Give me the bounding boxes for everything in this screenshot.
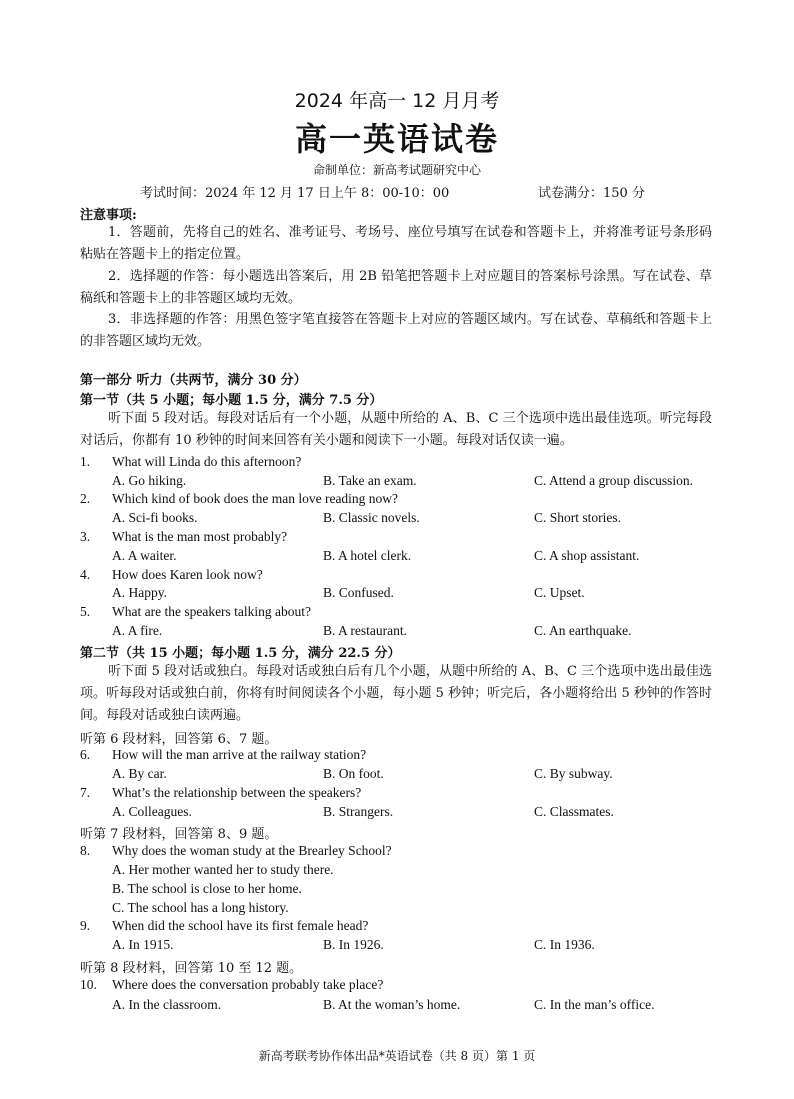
option-a: A. Happy. <box>112 585 167 600</box>
exam-name: 2024 年高一 12 月月考 <box>294 90 500 112</box>
option-a: A. Sci-fi books. <box>112 510 198 525</box>
option-b: B. In 1926. <box>323 937 384 952</box>
option-c: C. Short stories. <box>534 510 622 525</box>
notice-item: 1．答题前，先将自己的姓名、准考证号、考场号、座位号填写在试卷和答题卡上，并将准考证号条形码粘贴在答题卡上的指定位置。 <box>80 225 712 262</box>
option-b: B. The school is close to her home. <box>112 881 302 896</box>
option-a: A. By car. <box>112 766 167 781</box>
section-directions: 听下面 5 段对话或独白。每段对话或独白后有几个小题，从题中所给的 A、B、C 三个选项中选出最佳选项。听每段对话或独白前，你将有时间阅读各个小题，每小题 5 秒钟；听完后，各小题将给出 5 秒钟的作答时间。每段对话或独白读两遍。 <box>80 664 712 723</box>
option-c: C. Classmates. <box>534 804 614 819</box>
material-instruction: 听第 6 段材料，回答第 6、7 题。 <box>80 732 278 747</box>
option-c: C. By subway. <box>534 766 613 781</box>
section-directions: 听下面 5 段对话。每段对话后有一个小题，从题中所给的 A、B、C 三个选项中选出最佳选项。听完每段对话后，你都有 10 秒钟的时间来回答有关小题和阅读下一小题。每段对话仅读一遍。 <box>80 411 712 448</box>
notice-item: 3．非选择题的作答：用黑色签字笔直接答在答题卡上对应的答题区域内。写在试卷、草稿纸和答题卡上的非答题区域均无效。 <box>80 312 712 349</box>
page-footer: 新高考联考协作体出品*英语试卷（共 8 页）第 1 页 <box>258 1049 536 1063</box>
option-c: C. Upset. <box>534 585 585 600</box>
section-title: 第二节（共 15 小题；每小题 1.5 分，满分 22.5 分） <box>80 646 401 661</box>
notice-heading: 注意事项: <box>80 208 137 223</box>
material-instruction: 听第 8 段材料，回答第 10 至 12 题。 <box>80 961 303 976</box>
option-b: B. Confused. <box>323 585 394 600</box>
option-a: A. In the classroom. <box>112 997 222 1012</box>
question: 10. Where does the conversation probably take place? <box>80 977 384 992</box>
question: 8. Why does the woman study at the Brearley School? <box>80 843 392 858</box>
option-a: A. Go hiking. <box>112 473 187 488</box>
option-b: B. A hotel clerk. <box>323 548 412 563</box>
question: 6. How will the man arrive at the railway station? <box>80 747 367 762</box>
option-b: B. Take an exam. <box>323 473 417 488</box>
notice-item: 2．选择题的作答：每小题选出答案后，用 2B 铅笔把答题卡上对应题目的答案标号涂黑。写在试卷、草稿纸和答题卡上的非答题区域均无效。 <box>80 269 712 306</box>
question: 2. Which kind of book does the man love reading now? <box>80 491 399 506</box>
option-b: B. On foot. <box>323 766 384 781</box>
option-b: B. Strangers. <box>323 804 394 819</box>
option-a: A. A fire. <box>112 623 163 638</box>
option-c: C. An earthquake. <box>534 623 632 638</box>
paper-title: 高一英语试卷 <box>294 120 499 158</box>
exam-time: 考试时间：2024 年 12 月 17 日上午 8：00-10：00 <box>140 186 450 201</box>
section-title: 第一节（共 5 小题；每小题 1.5 分，满分 7.5 分） <box>80 393 383 408</box>
option-a: A. Her mother wanted her to study there. <box>112 862 334 877</box>
option-b: B. A restaurant. <box>323 623 407 638</box>
part-title: 第一部分 听力（共两节，满分 30 分） <box>80 373 307 388</box>
author-unit: 命制单位：新高考试题研究中心 <box>312 163 481 177</box>
option-c: C. In 1936. <box>534 937 595 952</box>
option-b: B. At the woman’s home. <box>323 997 461 1012</box>
question: 5. What are the speakers talking about? <box>80 604 312 619</box>
question: 7. What’s the relationship between the speakers? <box>80 785 362 800</box>
material-instruction: 听第 7 段材料，回答第 8、9 题。 <box>80 827 278 842</box>
option-c: C. The school has a long history. <box>112 900 289 915</box>
question: 4. How does Karen look now? <box>80 567 263 582</box>
option-c: C. In the man’s office. <box>534 997 655 1012</box>
option-a: A. Colleagues. <box>112 804 192 819</box>
question: 9. When did the school have its first female head? <box>80 918 369 933</box>
option-a: A. A waiter. <box>112 548 177 563</box>
option-c: C. Attend a group discussion. <box>534 473 693 488</box>
option-c: C. A shop assistant. <box>534 548 640 563</box>
question: 3. What is the man most probably? <box>80 529 288 544</box>
option-a: A. In 1915. <box>112 937 174 952</box>
option-b: B. Classic novels. <box>323 510 420 525</box>
question: 1. What will Linda do this afternoon? <box>80 454 302 469</box>
full-score: 试卷满分：150 分 <box>538 186 645 201</box>
